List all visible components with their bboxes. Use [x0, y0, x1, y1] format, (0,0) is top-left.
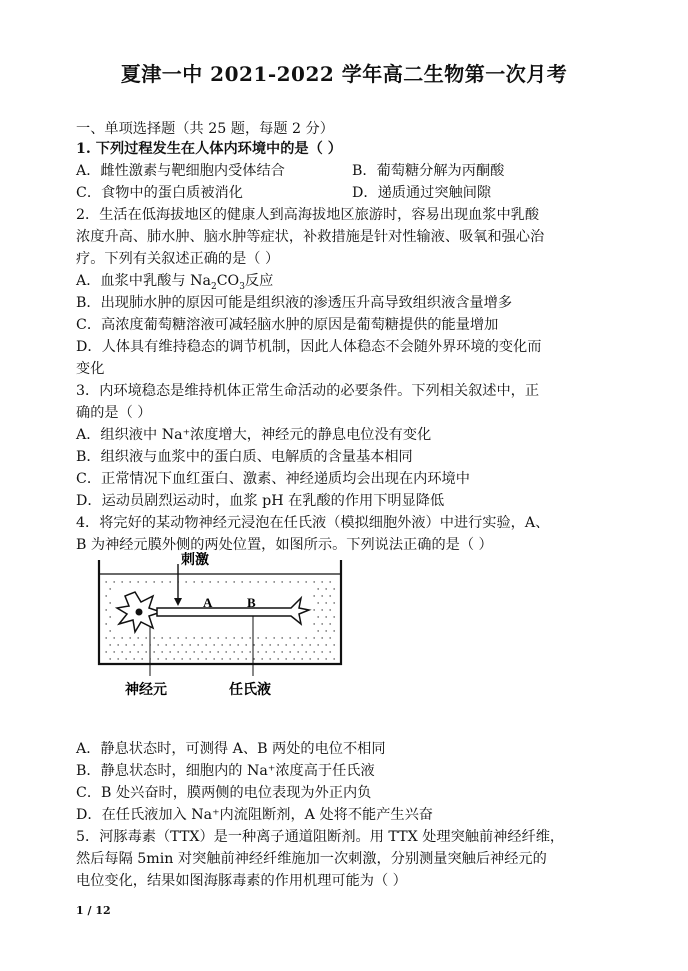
solution-dot: [269, 658, 270, 659]
solution-dot: [117, 658, 118, 659]
solution-dot: [225, 581, 226, 582]
stimulus-arrowhead: [174, 598, 182, 606]
q4-stem-line1: 4．将完好的某动物神经元浸泡在任氏液（模拟细胞外液）中进行实验，A、: [76, 515, 550, 531]
solution-dot: [109, 630, 110, 631]
solution-dot: [189, 658, 190, 659]
solution-dot: [185, 651, 186, 652]
q5-stem-line2: 然后每隔 5min 对突触前神经纤维施加一次刺激，分别测量突触后神经元的: [76, 851, 547, 867]
solution-dot: [225, 637, 226, 638]
solution-dot: [197, 644, 198, 645]
solution-dot: [245, 658, 246, 659]
solution-dot: [217, 581, 218, 582]
solution-dot: [229, 644, 230, 645]
solution-dot: [213, 658, 214, 659]
solution-dot: [217, 637, 218, 638]
solution-dot: [285, 644, 286, 645]
solution-dot: [121, 651, 122, 652]
solution-dot: [217, 651, 218, 652]
q2-option-b: B．出现肺水肿的原因可能是组织液的渗透压升高导致组织液含量增多: [76, 295, 513, 311]
solution-dot: [193, 581, 194, 582]
solution-dot: [261, 658, 262, 659]
q1-option-c: C．食物中的蛋白质被消化: [76, 185, 243, 201]
q2-option-a-mid: CO: [216, 273, 240, 289]
solution-dot: [129, 637, 130, 638]
solution-dot: [249, 637, 250, 638]
solution-dot: [289, 637, 290, 638]
solution-dot: [313, 637, 314, 638]
solution-dot: [113, 581, 114, 582]
solution-dot: [189, 644, 190, 645]
solution-dot: [185, 581, 186, 582]
solution-dot: [109, 588, 110, 589]
solution-dot: [157, 644, 158, 645]
solution-dot: [245, 644, 246, 645]
solution-dot: [317, 602, 318, 603]
solution-dot: [265, 651, 266, 652]
q2-stem-line3: 疗。下列有关叙述正确的是（ ）: [76, 251, 280, 267]
solution-dot: [121, 581, 122, 582]
solution-dot: [177, 637, 178, 638]
solution-dot: [329, 595, 330, 596]
solution-dot: [301, 644, 302, 645]
solution-dot: [329, 623, 330, 624]
solution-dot: [329, 637, 330, 638]
solution-dot: [129, 581, 130, 582]
point-a-label: A: [203, 595, 213, 610]
q1-option-b: B．葡萄糖分解为丙酮酸: [352, 163, 505, 179]
solution-dot: [181, 644, 182, 645]
solution-dot: [129, 651, 130, 652]
solution-dot: [329, 651, 330, 652]
solution-dot: [137, 637, 138, 638]
solution-dot: [109, 658, 110, 659]
solution-dot: [193, 651, 194, 652]
solution-dot: [317, 616, 318, 617]
solution-dot: [157, 658, 158, 659]
solution-dot: [161, 581, 162, 582]
solution-dot: [237, 658, 238, 659]
solution-dot: [265, 581, 266, 582]
solution-dot: [305, 637, 306, 638]
solution-dot: [313, 623, 314, 624]
solution-dot: [161, 637, 162, 638]
solution-dot: [229, 658, 230, 659]
solution-dot: [153, 637, 154, 638]
solution-dot: [109, 644, 110, 645]
solution-dot: [297, 651, 298, 652]
solution-dot: [273, 581, 274, 582]
solution-dot: [105, 637, 106, 638]
solution-dot: [321, 637, 322, 638]
solution-dot: [333, 644, 334, 645]
solution-dot: [261, 644, 262, 645]
solution-dot: [185, 637, 186, 638]
solution-dot: [321, 651, 322, 652]
solution-dot: [197, 658, 198, 659]
solution-dot: [237, 644, 238, 645]
solution-dot: [333, 630, 334, 631]
solution-dot: [241, 637, 242, 638]
solution-dot: [137, 581, 138, 582]
q4-stem-line2: B 为神经元膜外侧的两处位置，如图所示。下列说法正确的是（ ）: [76, 537, 493, 553]
q2-stem-line1: 2．生活在低海拔地区的健康人到高海拔地区旅游时，容易出现血浆中乳酸: [76, 207, 540, 223]
solution-dot: [257, 637, 258, 638]
solution-dot: [333, 588, 334, 589]
solution-dot: [269, 644, 270, 645]
q4-option-d: D．在任氏液加入 Na⁺内流阻断剂，A 处将不能产生兴奋: [76, 807, 433, 823]
page-number: 1 / 12: [76, 904, 111, 917]
point-b-label: B: [247, 595, 256, 610]
solution-dot: [301, 658, 302, 659]
solution-dot: [249, 651, 250, 652]
solution-dot: [289, 581, 290, 582]
solution-dot: [141, 644, 142, 645]
solution-dot: [153, 581, 154, 582]
solution-dot: [105, 581, 106, 582]
solution-dot: [241, 651, 242, 652]
solution-dot: [201, 581, 202, 582]
solution-dot: [145, 581, 146, 582]
solution-dot: [257, 581, 258, 582]
solution-dot: [109, 616, 110, 617]
q1-option-d: D．递质通过突触间隙: [352, 185, 492, 201]
solution-dot: [281, 651, 282, 652]
q3-option-a: A．组织液中 Na⁺浓度增大，神经元的静息电位没有变化: [76, 427, 432, 443]
solution-dot: [173, 658, 174, 659]
solution-dot: [109, 602, 110, 603]
solution-dot: [201, 637, 202, 638]
solution-dot: [277, 644, 278, 645]
q4-option-c: C．B 处兴奋时，膜两侧的电位表现为外正内负: [76, 785, 372, 801]
q2-option-d-line2: 变化: [76, 361, 105, 377]
solution-dot: [133, 644, 134, 645]
q1-stem: 1. 下列过程发生在人体内环境中的是（ ）: [76, 141, 342, 157]
solution-dot: [313, 595, 314, 596]
solution-dot: [233, 637, 234, 638]
solution-dot: [281, 637, 282, 638]
solution-dot: [105, 623, 106, 624]
solution-dot: [325, 630, 326, 631]
solution-dot: [113, 637, 114, 638]
solution-dot: [221, 644, 222, 645]
solution-dot: [293, 658, 294, 659]
solution-dot: [209, 651, 210, 652]
solution-dot: [325, 644, 326, 645]
solution-dot: [241, 581, 242, 582]
solution-dot: [297, 637, 298, 638]
solution-dot: [165, 644, 166, 645]
solution-dot: [125, 644, 126, 645]
exam-title: 夏津一中 2021-2022 学年高二生物第一次月考: [120, 62, 568, 86]
solution-dot: [201, 651, 202, 652]
solution-dot: [125, 658, 126, 659]
solution-dot: [105, 651, 106, 652]
q2-option-a-sub2: 3: [239, 281, 245, 292]
neuron-nucleus: [136, 609, 143, 616]
q2-option-a-sub1: 2: [210, 281, 217, 292]
stimulus-label: 刺激: [181, 552, 209, 568]
solution-dot: [317, 588, 318, 589]
solution-dot: [309, 644, 310, 645]
solution-dot: [313, 609, 314, 610]
solution-dot: [169, 651, 170, 652]
solution-dot: [137, 651, 138, 652]
solution-dot: [329, 581, 330, 582]
solution-dot: [209, 637, 210, 638]
q2-option-a-post: 反应: [244, 273, 274, 289]
solution-label: 任氏液: [229, 682, 271, 698]
solution-dot: [169, 637, 170, 638]
solution-dot: [181, 658, 182, 659]
q2-option-c: C．高浓度葡萄糖溶液可减轻脑水肿的原因是葡萄糖提供的能量增加: [76, 317, 499, 333]
solution-dot: [265, 637, 266, 638]
solution-dot: [253, 644, 254, 645]
solution-dot: [117, 644, 118, 645]
solution-dot: [317, 644, 318, 645]
solution-dot: [285, 658, 286, 659]
solution-dot: [121, 637, 122, 638]
solution-dot: [289, 651, 290, 652]
solution-dot: [333, 658, 334, 659]
solution-dot: [165, 658, 166, 659]
q3-option-b: B．组织液与血浆中的蛋白质、电解质的含量基本相同: [76, 449, 413, 465]
solution-dot: [173, 644, 174, 645]
solution-dot: [177, 651, 178, 652]
q5-stem-line1: 5．河豚毒素（TTX）是一种离子通道阻断剂。用 TTX 处理突触前神经纤维，: [76, 829, 565, 845]
q3-stem-line1: 3．内环境稳态是维持机体正常生命活动的必要条件。下列相关叙述中，正: [76, 383, 540, 399]
solution-dot: [317, 658, 318, 659]
solution-dot: [305, 581, 306, 582]
solution-dot: [205, 658, 206, 659]
solution-dot: [325, 616, 326, 617]
solution-dot: [145, 637, 146, 638]
neuron-label: 神经元: [125, 682, 167, 698]
solution-dot: [333, 616, 334, 617]
solution-dot: [321, 595, 322, 596]
solution-dot: [253, 658, 254, 659]
solution-dot: [321, 609, 322, 610]
q5-stem-line3: 电位变化，结果如图海豚毒素的作用机理可能为（ ）: [76, 873, 407, 889]
neuron-experiment-figure: [95, 552, 345, 702]
solution-dot: [161, 651, 162, 652]
solution-dot: [145, 651, 146, 652]
solution-dot: [313, 651, 314, 652]
solution-dot: [317, 630, 318, 631]
solution-dot: [193, 637, 194, 638]
solution-dot: [221, 658, 222, 659]
q1-option-a: A．雌性激素与靶细胞内受体结合: [76, 163, 285, 179]
solution-dot: [325, 588, 326, 589]
solution-dot: [277, 658, 278, 659]
solution-dot: [273, 637, 274, 638]
q2-option-a-pre: A．血浆中乳酸与 Na: [76, 273, 211, 289]
solution-dot: [233, 581, 234, 582]
q2-stem-line2: 浓度升高、肺水肿、脑水肿等症状，补救措施是针对性输液、吸氧和强心治: [76, 229, 545, 245]
solution-dot: [333, 602, 334, 603]
solution-dot: [213, 644, 214, 645]
solution-dot: [133, 658, 134, 659]
solution-dot: [305, 651, 306, 652]
solution-dot: [153, 651, 154, 652]
q4-option-a: A．静息状态时，可测得 A、B 两处的电位不相同: [76, 741, 386, 757]
section-heading: 一、单项选择题（共 25 题，每题 2 分）: [76, 121, 334, 137]
solution-dot: [113, 651, 114, 652]
solution-dot: [209, 581, 210, 582]
solution-dot: [325, 602, 326, 603]
solution-dot: [141, 658, 142, 659]
solution-dot: [273, 651, 274, 652]
solution-dot: [105, 595, 106, 596]
solution-dot: [233, 651, 234, 652]
solution-dot: [281, 581, 282, 582]
q4-option-b: B．静息状态时，细胞内的 Na⁺浓度高于任氏液: [76, 763, 375, 779]
solution-dot: [225, 651, 226, 652]
q3-stem-line2: 确的是（ ）: [76, 405, 152, 421]
q3-option-d: D．运动员剧烈运动时，血浆 pH 在乳酸的作用下明显降低: [76, 493, 445, 509]
solution-dot: [329, 609, 330, 610]
solution-dot: [205, 644, 206, 645]
solution-dot: [321, 581, 322, 582]
solution-dot: [105, 609, 106, 610]
q2-option-d-line1: D．人体具有维持稳态的调节机制，因此人体稳态不会随外界环境的变化而: [76, 339, 542, 355]
q3-option-c: C．正常情况下血红蛋白、激素、神经递质均会出现在内环境中: [76, 471, 470, 487]
solution-dot: [321, 623, 322, 624]
solution-dot: [293, 644, 294, 645]
solution-dot: [249, 581, 250, 582]
solution-dot: [169, 581, 170, 582]
solution-dot: [313, 581, 314, 582]
solution-dot: [257, 651, 258, 652]
solution-dot: [325, 658, 326, 659]
solution-dot: [297, 581, 298, 582]
solution-dot: [309, 658, 310, 659]
